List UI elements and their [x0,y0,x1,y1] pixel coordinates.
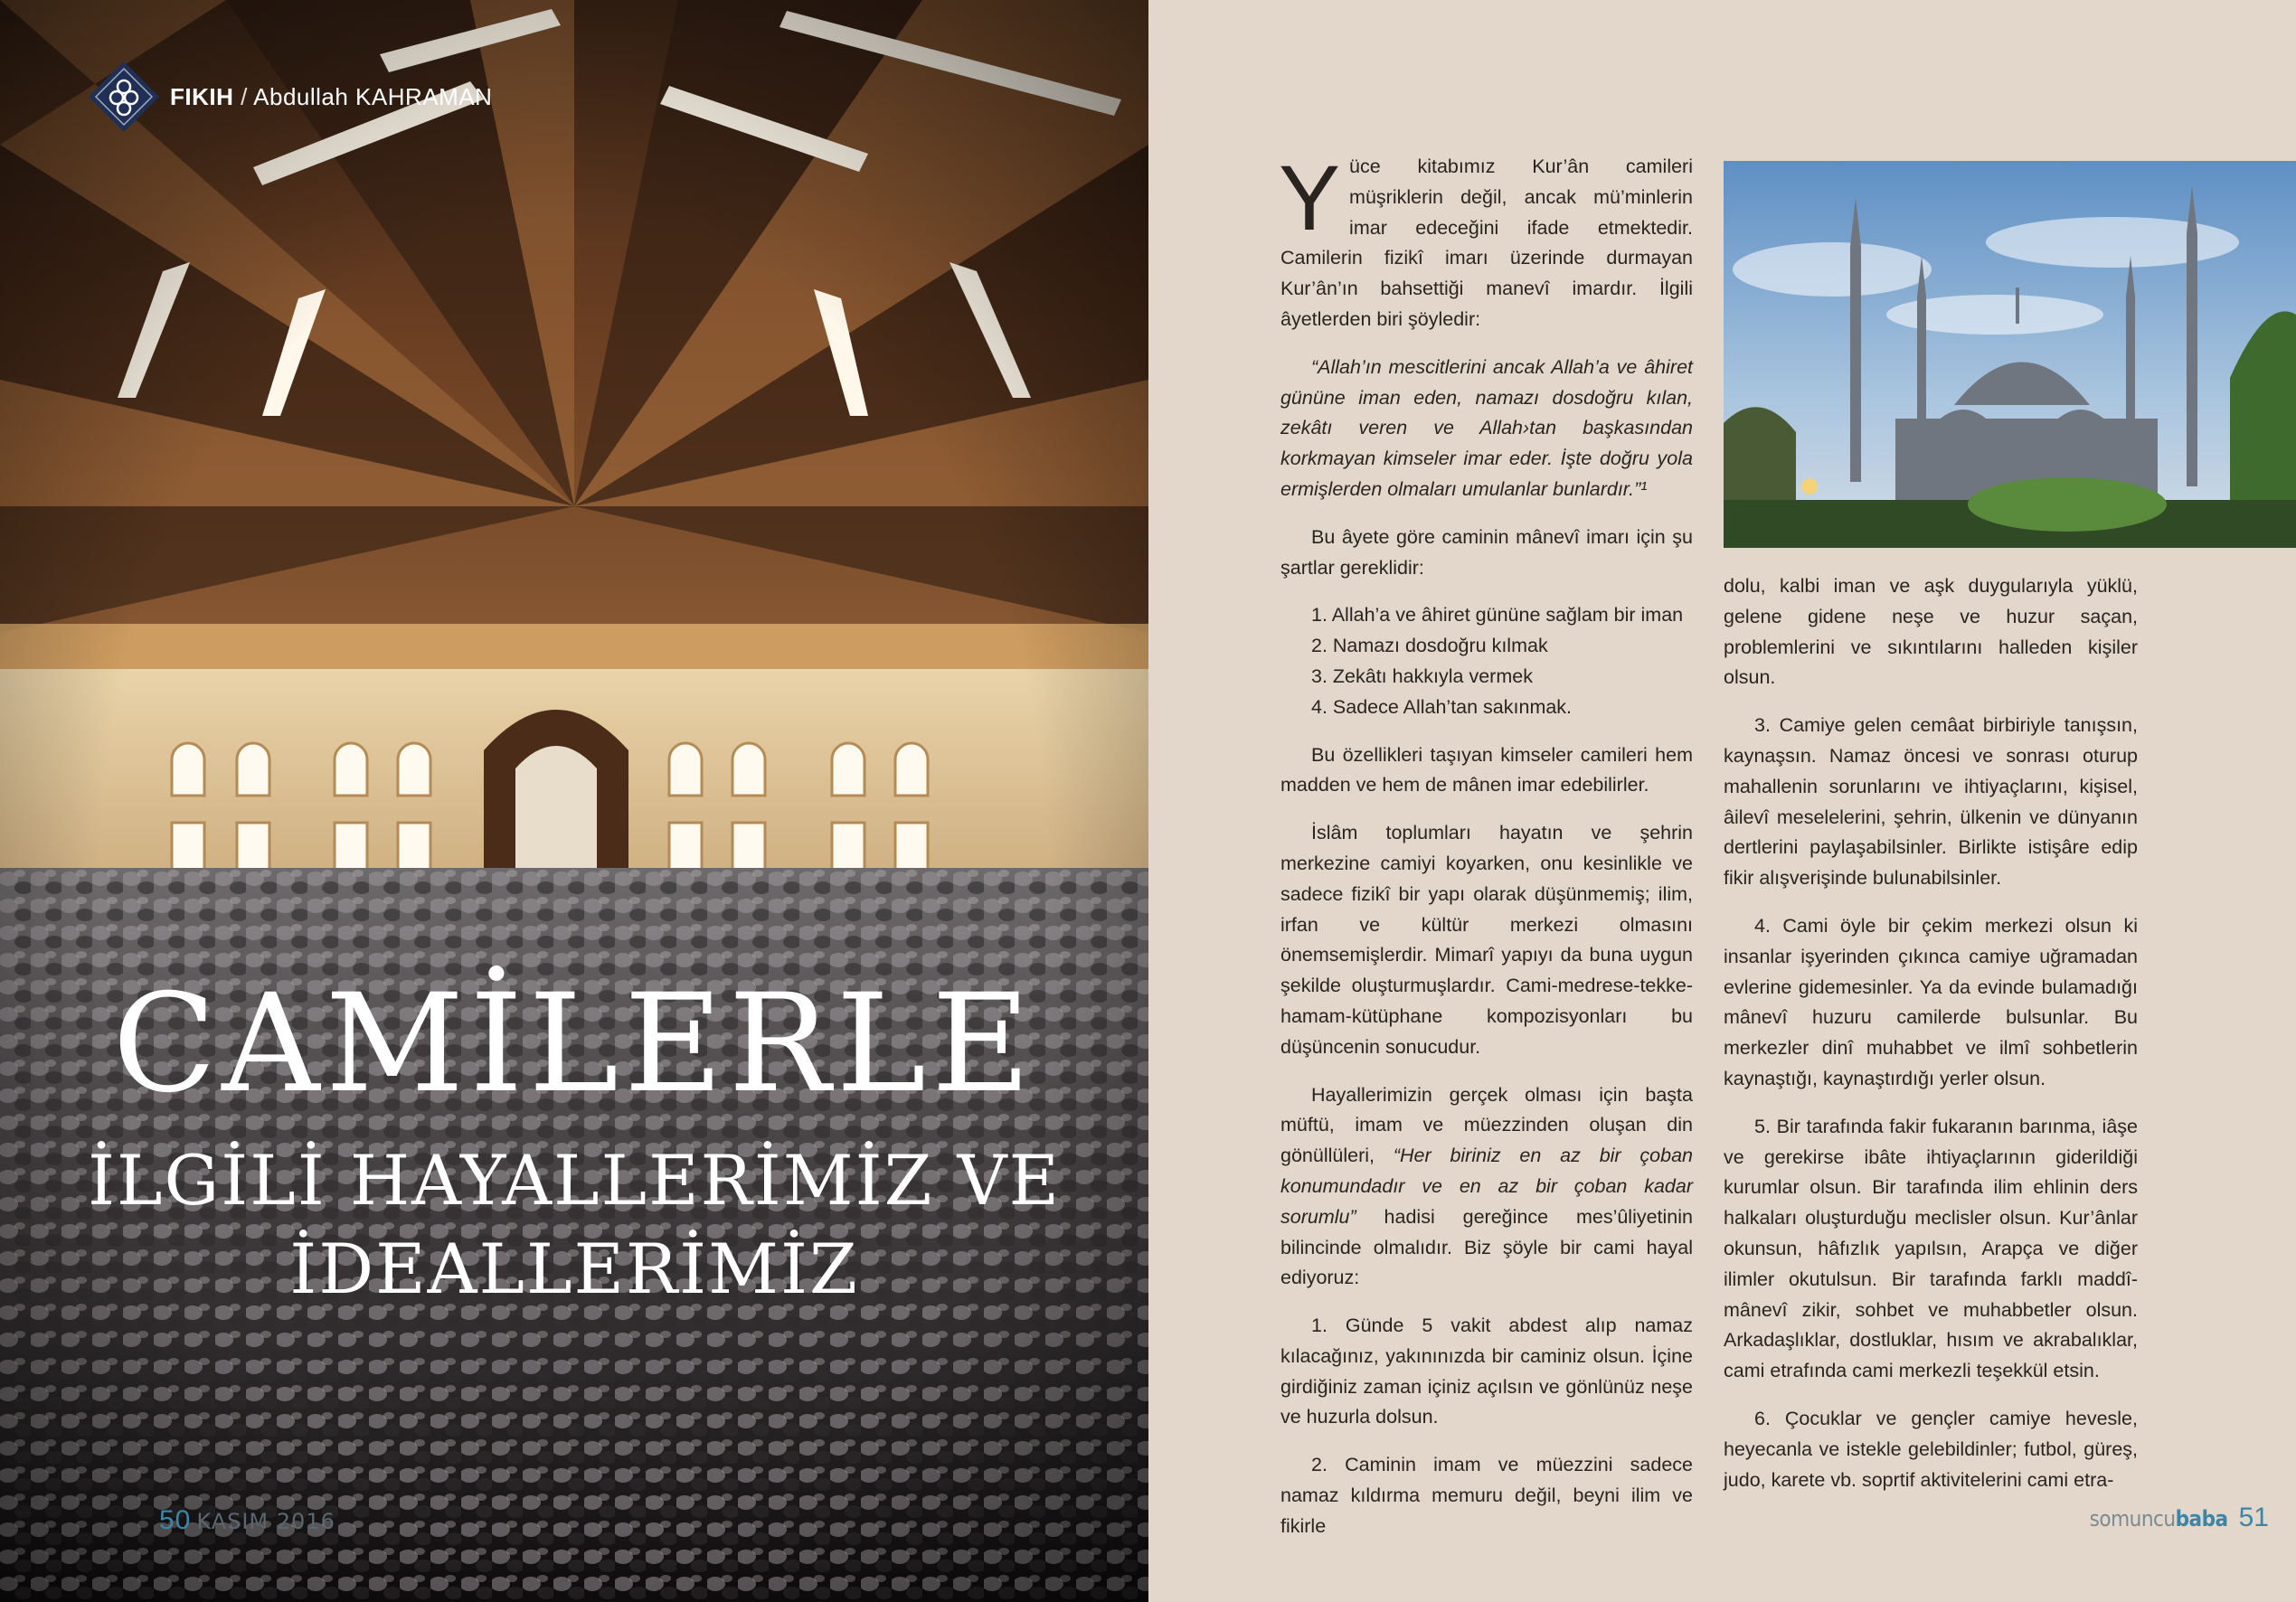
condition-item: 2. Namazı dosdoğru kılmak [1311,635,1548,657]
lead-text: üce kitabımız Kur’ân camileri müşriklerin değil, ancak mü’minlerin imar edeceğini ifade etmektedir. Camilerin fizikî imarı üzerinde durmayan Kur’ân’ın bahsettiği manevî imardır. İlgili âyetlerden biri şöyledir: [1280,155,1693,330]
dream-item-2-continued: dolu, kalbi iman ve aşk duygularıyla yüklü, gelene gidene neşe ve huzur saçan, problemlerini ve sıkıntılarını halleden kişiler olsun. [1724,575,2138,689]
left-folio [159,1505,335,1536]
dream-item-2-start: 2. Caminin imam ve müezzini sadece namaz kıldırma memuru değil, beyni ilim ve fikirle [1280,1454,1693,1537]
section-separator: / [233,82,254,110]
dreams-paragraph [1280,1080,1693,1295]
islamic-societies-paragraph: İslâm toplumları hayatın ve şehrin merkezine camiyi koyarken, onu kesinlikle ve sadece fizikî bir yapı olarak düşünmemiş; ilim, irfan ve kültür merkezi olmasını önemsemişlerdir. Mimarî yapıyı da buna uygun şekilde oluşturmuşlardır. Cami-medrese-tekke-hamam-kütüphane kompozisyonları bu düşüncenin sonucudur. [1280,822,1693,1058]
right-page [1148,0,2296,1602]
dream-item-3: 3. Camiye gelen cemâat birbiriyle tanışsın, kaynaşsın. Namaz öncesi ve sonrası oturup mahallenin sorunlarını ve ihtiyaçlarını, kişisel, âilevî meselelerini, şehrin, ülkenin ve dünyanın dertlerini paylaşabilsinler. Birlikte istişâre edip fikir alışverişinde bulunabilsinler. [1724,714,2138,890]
left-page-number: 50 [159,1505,192,1535]
condition-item: 1. Allah’a ve âhiret gününe sağlam bir iman [1311,604,1684,627]
section-tag [87,60,492,134]
author-name: Abdullah KAHRAMAN [253,82,493,110]
magazine-name-b: baba [2175,1506,2228,1531]
condition-item: 3. Zekâtı hakkıyla vermek [1311,664,1533,687]
dream-item-6: 6. Çocuklar ve gençler camiye hevesle, heyecanla ve istekle gelebildinler; futbol, güreş, judo, karete vb. soprtif aktivitelerini cami etra- [1724,1407,2138,1491]
drop-cap: Y [1279,146,1341,250]
dream-item-5: 5. Bir tarafında fakir fukaranın barınma, iâşe ve gerekirse ibâte ihtiyaçlarının giderildiği kurumlar olsun. Bir tarafında ilim ehlinin ders halkaları oluşturduğu meclisler olsun. Kur’ânlar okunsun, hâfızlık yapılsın, Arapça ve diğer ilimler okutulsun. Bir tarafında farklı maddî-mânevî zikir, sohbet ve muhabbetler olsun. Arkadaşlıklar, dostluklar, hısım ve akrabalıklar, cami etrafında cami merkezli teşekkül etsin. [1724,1115,2138,1382]
section-logo-icon [87,60,161,134]
hadith-quote: “Her biriniz en az bir çoban konumundadır ve en az bir çoban kadar sorumlu” [1280,1145,1693,1228]
blue-mosque-photo [1724,161,2296,548]
lead-paragraph [1279,146,1693,335]
magazine-name-a: somuncu [2089,1506,2176,1531]
section-label: FIKIH [170,82,234,110]
conditions-list [1280,600,1693,722]
conditions-intro: Bu âyete göre caminin mânevî imarı için şu şartlar gereklidir: [1280,525,1693,579]
dream-item-1: 1. Günde 5 vakit abdest alıp namaz kılacağınız, yakınınızda bir caminiz olsun. İçine girdiğiniz zaman içiniz açılsın ve gönlünüz neşe ve huzurla dolsun. [1280,1315,1693,1428]
dream-item-4: 4. Cami öyle bir çekim merkezi olsun ki insanlar işyerinden çıkınca camiye uğramadan evlerine gidemesinler. Ya da evinde bulamadığı mânevî huzuru camilerde bulsunlar. Bu merkezler dinî muhabbet ve ilmî sohbetlerin kaynaştığı, kaynaştırdığı yerler olsun. [1724,914,2138,1089]
dreams-text-b: hadisi gereğince mes’ûliyetinin bilincinde olmalıdır. Biz şöyle bir cami hayal ediyoruz: [1280,1205,1693,1289]
issue-date: KASIM 2016 [196,1509,335,1534]
dreams-text-a: Hayallerimizin gerçek olması için başta müftü, imam ve müezzinden oluşan din gönüllüleri, [1280,1083,1693,1167]
qualities-paragraph: Bu özellikleri taşıyan kimseler camileri hem madden ve hem de mânen imar edebilirler. [1280,743,1693,796]
magazine-name [2090,1506,2228,1531]
article-title-sub-line2: İDEALLERİMİZ [289,1229,859,1309]
condition-item: 4. Sadece Allah’tan sakınmak. [1311,695,1573,718]
article-title-sub-line1: İLGİLİ HAYALLERİMİZ VE [88,1140,1061,1220]
text-column-1 [1279,146,1693,1560]
verse-quote: “Allah’ın mescitlerini ancak Allah’a ve âhiret gününe iman eden, namazı dosdoğru kılan, zekâtı veren ve Allah›tan başkasından korkmayan kimseler imar eder. İşte doğru yola ermişlerden olmaları umulanlar bunlardır.”¹ [1280,355,1693,500]
right-folio [2090,1503,2269,1533]
text-column-2 [1724,571,2138,1512]
right-page-number: 51 [2238,1503,2269,1532]
article-title-main: CAMİLERLE [112,966,1036,1123]
